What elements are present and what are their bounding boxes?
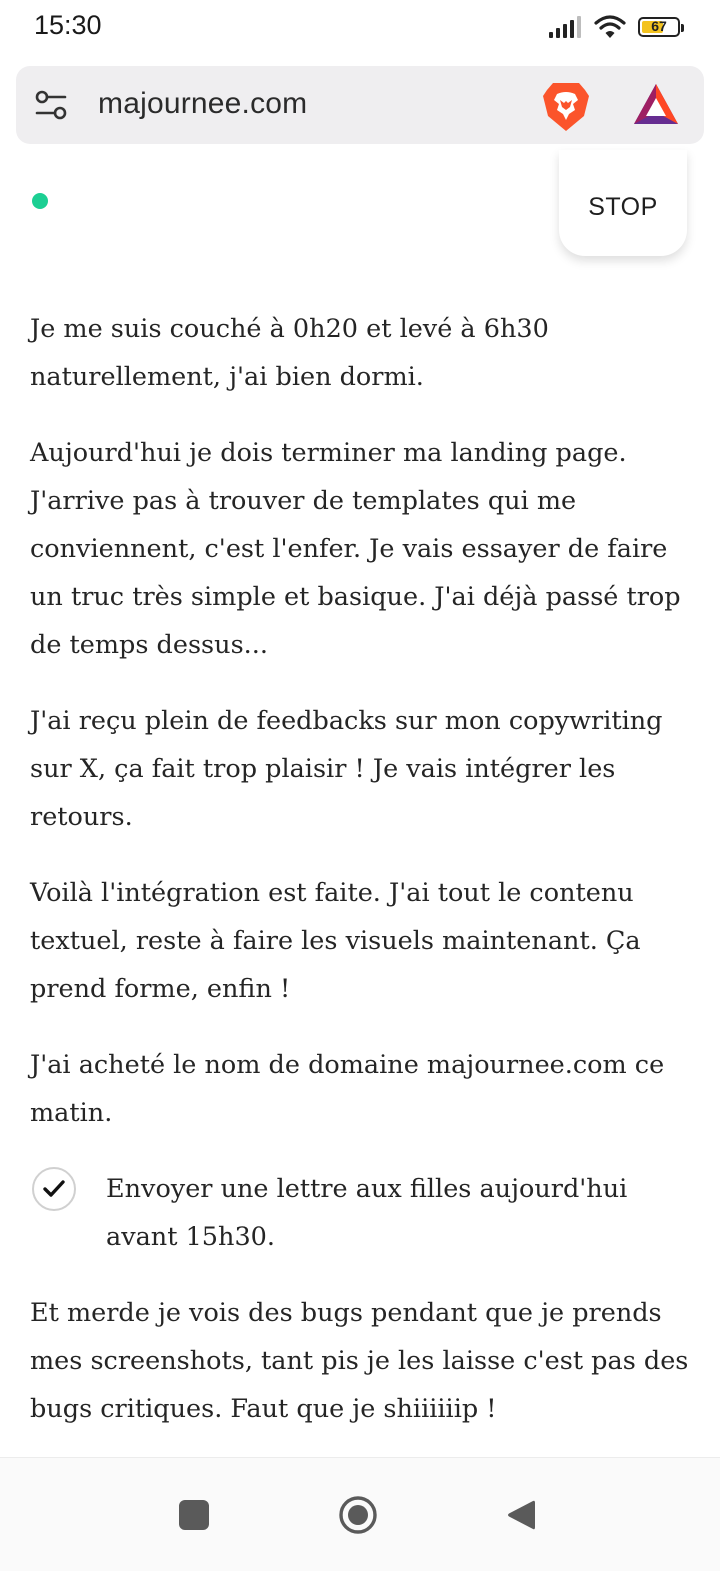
journal-paragraph[interactable]: Je me suis couché à 0h20 et levé à 6h30 naturellement, j'ai bien dormi. [30,314,549,392]
recents-icon[interactable] [179,1500,209,1530]
address-bar[interactable] [16,66,704,144]
journal-paragraph[interactable]: Voilà l'intégration est faite. J'ai tout le contenu textuel, reste à faire les visuels maintenant. Ça prend forme, enfin ! [30,878,641,1004]
todo-item [30,1165,698,1261]
brave-shields-icon[interactable] [542,80,590,132]
battery-level: 67 [651,18,667,34]
todo-checkbox[interactable] [32,1167,76,1211]
journal-paragraph[interactable]: Et merde je vois des bugs pendant que je prends mes screenshots, tant pis je les laisse c'est pas des bugs critiques. Faut que je shiiiiiip ! [30,1298,689,1424]
journal-content[interactable] [30,305,698,1461]
navigation-bar [0,1457,720,1571]
journal-paragraph[interactable]: J'ai acheté le nom de domaine majournee.com ce matin. [30,1050,665,1128]
wifi-icon [594,14,626,40]
journal-paragraph[interactable]: J'ai reçu plein de feedbacks sur mon copywriting sur X, ça fait trop plaisir ! Je vais intégrer les retours. [30,706,663,832]
battery-icon [638,17,680,37]
signal-icon [548,15,582,39]
journal-paragraph[interactable]: Aujourd'hui je dois terminer ma landing page. J'arrive pas à trouver de templates qui me conviennent, c'est l'enfer. Je vais essayer de faire un truc très simple et basique. J'ai déjà passé trop de temps dessus... [30,438,681,660]
status-time: 15:30 [34,10,102,40]
todo-text[interactable]: Envoyer une lettre aux filles aujourd'hui avant 15h30. [106,1174,628,1252]
site-settings-icon[interactable] [34,88,68,122]
url-text[interactable]: majournee.com [98,87,308,120]
live-status-dot [32,193,48,209]
back-icon[interactable] [505,1498,537,1532]
checkmark-icon [42,1179,66,1199]
home-icon[interactable] [338,1495,378,1535]
brave-rewards-icon[interactable] [632,82,680,126]
status-bar [0,0,720,56]
status-icons [548,12,680,42]
stop-button[interactable]: STOP [559,150,687,256]
